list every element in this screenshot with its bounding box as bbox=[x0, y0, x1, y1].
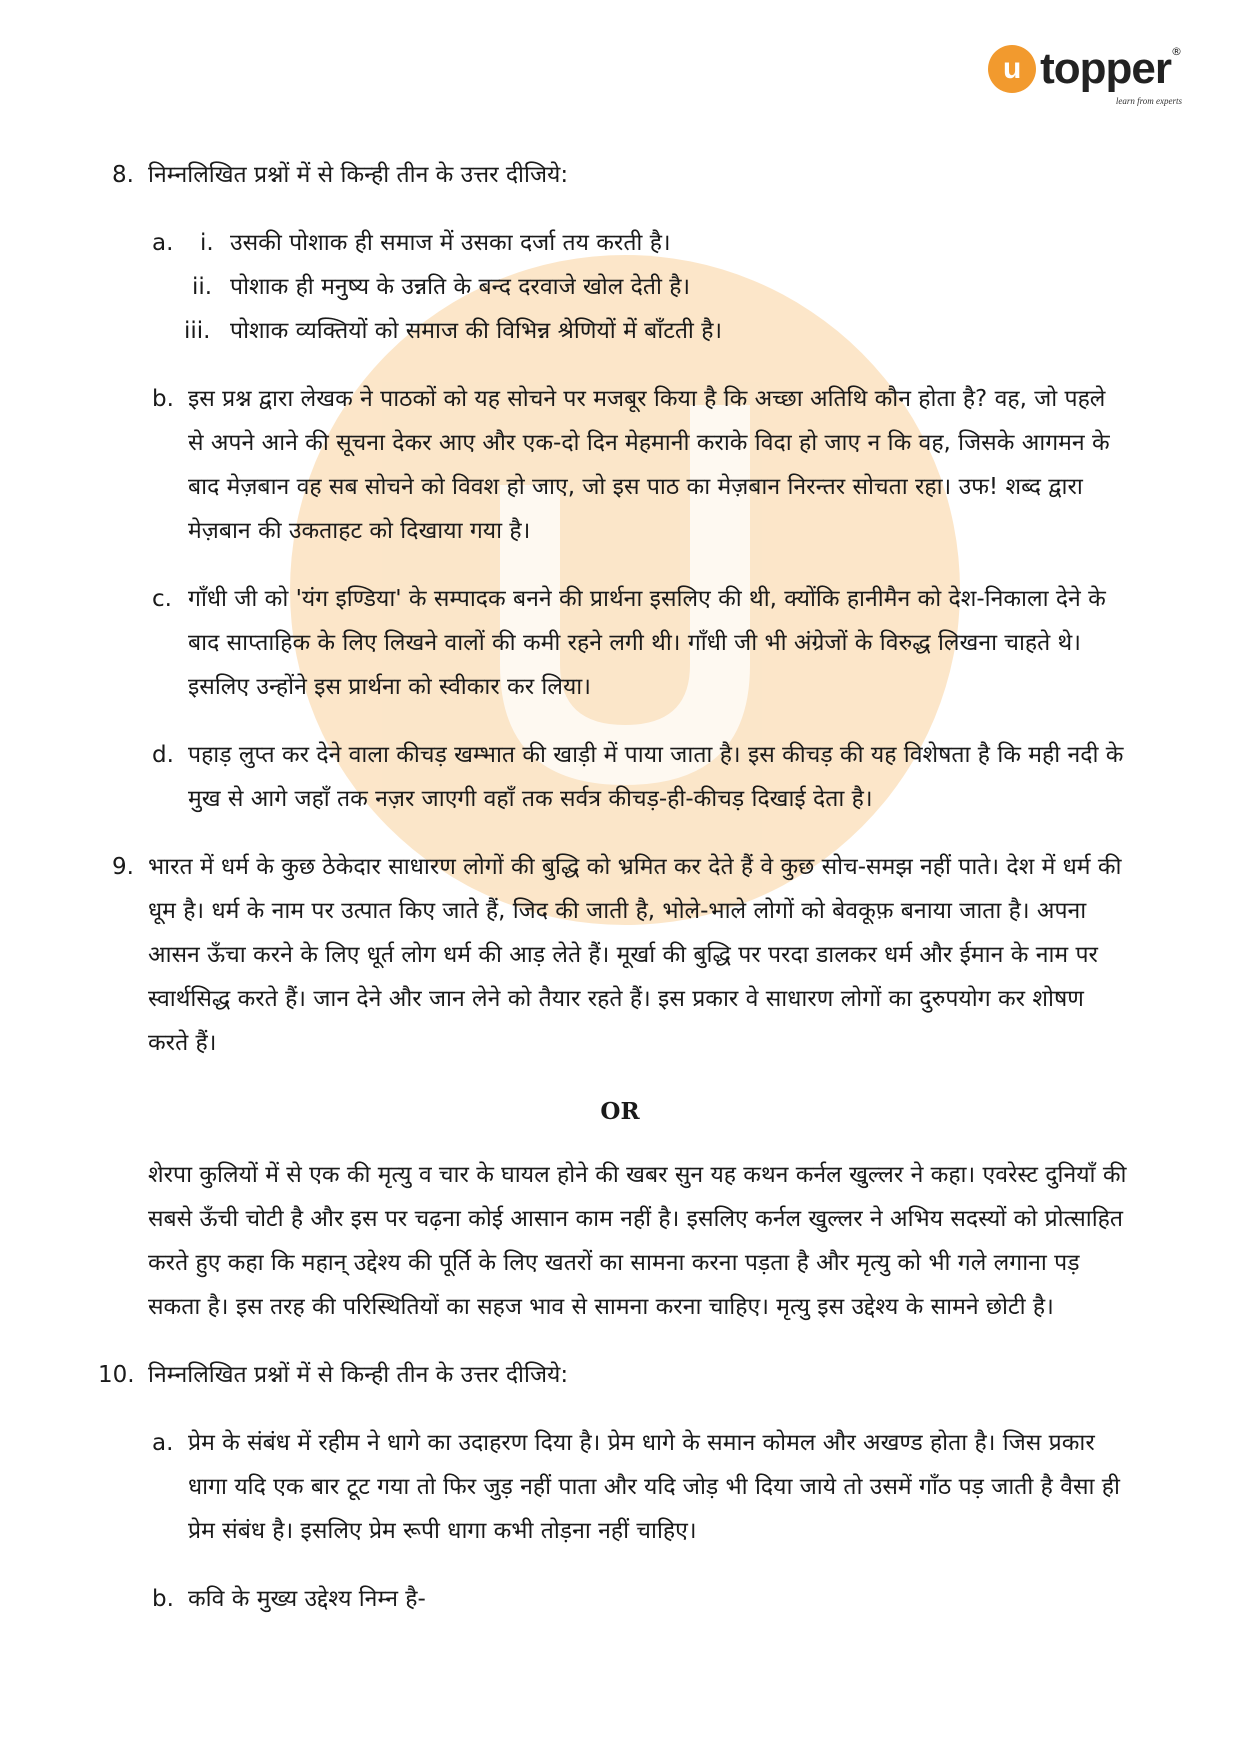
answer-line: मुख से आगे जहाँ तक नज़र जाएगी वहाँ तक सर्वत्र कीचड़-ही-कीचड़ दिखाई देता है। bbox=[188, 786, 873, 812]
answer-line: स्वार्थसिद्ध करते हैं। जान देने और जान लेने को तैयार रहते हैं। इस प्रकार वे साधारण लोगों का दुरुपयोग कर शोषण bbox=[148, 986, 1084, 1012]
answer-line: इसलिए उन्होंने इस प्रार्थना को स्वीकार कर लिया। bbox=[188, 674, 591, 700]
answer-line: करते हुए कहा कि महान् उद्देश्य की पूर्ति के लिए खतरों का सामना करना पड़ता है और मृत्यु को भी गले लगाना पड़ bbox=[148, 1250, 1080, 1276]
answer-line: बाद साप्ताहिक के लिए लिखने वालों की कमी रहने लगी थी। गाँधी जी भी अंग्रेजों के विरुद्ध लिखना चाहते थे। bbox=[188, 630, 1081, 656]
answer-line: मेज़बान की उकताहट को दिखाया गया है। bbox=[188, 518, 531, 544]
logo-tagline: learn from experts bbox=[1115, 96, 1182, 106]
part-label: a. bbox=[152, 230, 174, 256]
answer-line: करते हैं। bbox=[148, 1030, 217, 1056]
brand-logo bbox=[988, 44, 1182, 106]
answer-line: से अपने आने की सूचना देकर आए और एक-दो दिन मेहमानी कराके विदा हो जाए न कि वह, जिसके आगमन के bbox=[188, 430, 1110, 456]
answer-line: बाद मेज़बान वह सब सोचने को विवश हो जाए, जो इस पाठ का मेज़बान निरन्तर सोचता रहा। उफ! शब्द द्वारा bbox=[188, 474, 1083, 500]
question-heading: निम्नलिखित प्रश्नों में से किन्ही तीन के उत्तर दीजिये: bbox=[148, 1362, 569, 1388]
answer-line: इस प्रश्न द्वारा लेखक ने पाठकों को यह सोचने पर मजबूर किया है कि अच्छा अतिथि कौन होता है? वह, जो पहले bbox=[188, 386, 1106, 412]
sub-label: iii. bbox=[184, 318, 211, 344]
logo-u-icon: u bbox=[988, 45, 1036, 93]
part-label: a. bbox=[152, 1430, 174, 1456]
answer-line: शेरपा कुलियों में से एक की मृत्यु व चार के घायल होने की खबर सुन यह कथन कर्नल खुल्लर ने कहा। एवरेस्ट दुनियाँ की bbox=[148, 1162, 1127, 1188]
answer-line: पहाड़ लुप्त कर देने वाला कीचड़ खम्भात की खाड़ी में पाया जाता है। इस कीचड़ की यह विशेषता है कि मही नदी के bbox=[188, 742, 1124, 768]
answer-line: आसन ऊँचा करने के लिए धूर्त लोग धर्म की आड़ लेते हैं। मूर्खा की बुद्धि पर परदा डालकर धर्म और ईमान के नाम पर bbox=[148, 942, 1098, 968]
part-label: d. bbox=[152, 742, 174, 768]
part-label: c. bbox=[152, 586, 172, 612]
question-number: 8. bbox=[112, 162, 134, 188]
answer-line: पोशाक ही मनुष्य के उन्नति के बन्द दरवाजे खोल देती है। bbox=[230, 274, 691, 300]
answer-line: सकता है। इस तरह की परिस्थितियों का सहज भाव से सामना करना चाहिए। मृत्यु इस उद्देश्य के सामने छोटी है। bbox=[148, 1294, 1054, 1320]
answer-line: पोशाक व्यक्तियों को समाज की विभिन्न श्रेणियों में बाँटती है। bbox=[230, 318, 723, 344]
logo-registered: ® bbox=[1171, 44, 1182, 58]
answer-line: भारत में धर्म के कुछ ठेकेदार साधारण लोगों की बुद्धि को भ्रमित कर देते हैं वे कुछ सोच-समझ नहीं पाते। देश में धर्म की bbox=[148, 854, 1122, 880]
sub-label: ii. bbox=[192, 274, 213, 300]
answer-line: सबसे ऊँची चोटी है और इस पर चढ़ना कोई आसान काम नहीं है। इसलिए कर्नल खुल्लर ने अभिय सदस्यों को प्रोत्साहित bbox=[148, 1206, 1124, 1232]
answer-line: उसकी पोशाक ही समाज में उसका दर्जा तय करती है। bbox=[230, 230, 671, 256]
sub-label: i. bbox=[200, 230, 214, 256]
answer-line: धागा यदि एक बार टूट गया तो फिर जुड़ नहीं पाता और यदि जोड़ भी दिया जाये तो उसमें गाँठ पड़ जाती है वैसा ही bbox=[188, 1474, 1120, 1500]
or-separator: OR bbox=[600, 1098, 640, 1125]
answer-line: प्रेम के संबंध में रहीम ने धागे का उदाहरण दिया है। प्रेम धागे के समान कोमल और अखण्ड होता है। जिस प्रकार bbox=[188, 1430, 1095, 1456]
question-number: 9. bbox=[112, 854, 134, 880]
answer-line: प्रेम संबंध है। इसलिए प्रेम रूपी धागा कभी तोड़ना नहीं चाहिए। bbox=[188, 1518, 697, 1544]
answer-line: कवि के मुख्य उद्देश्य निम्न है- bbox=[188, 1586, 426, 1612]
answer-line: धूम है। धर्म के नाम पर उत्पात किए जाते हैं, जिद की जाती है, भोले-भाले लोगों को बेवकूफ़ बनाया जाता है। अपना bbox=[148, 898, 1087, 924]
logo-wordmark: topper bbox=[1040, 44, 1171, 93]
question-heading: निम्नलिखित प्रश्नों में से किन्ही तीन के उत्तर दीजिये: bbox=[148, 162, 569, 188]
part-label: b. bbox=[152, 386, 174, 412]
part-label: b. bbox=[152, 1586, 174, 1612]
answer-line: गाँधी जी को 'यंग इण्डिया' के सम्पादक बनने की प्रार्थना इसलिए की थी, क्योंकि हानीमैन को देश-निकाला देने के bbox=[188, 586, 1106, 612]
question-number: 10. bbox=[98, 1362, 135, 1388]
